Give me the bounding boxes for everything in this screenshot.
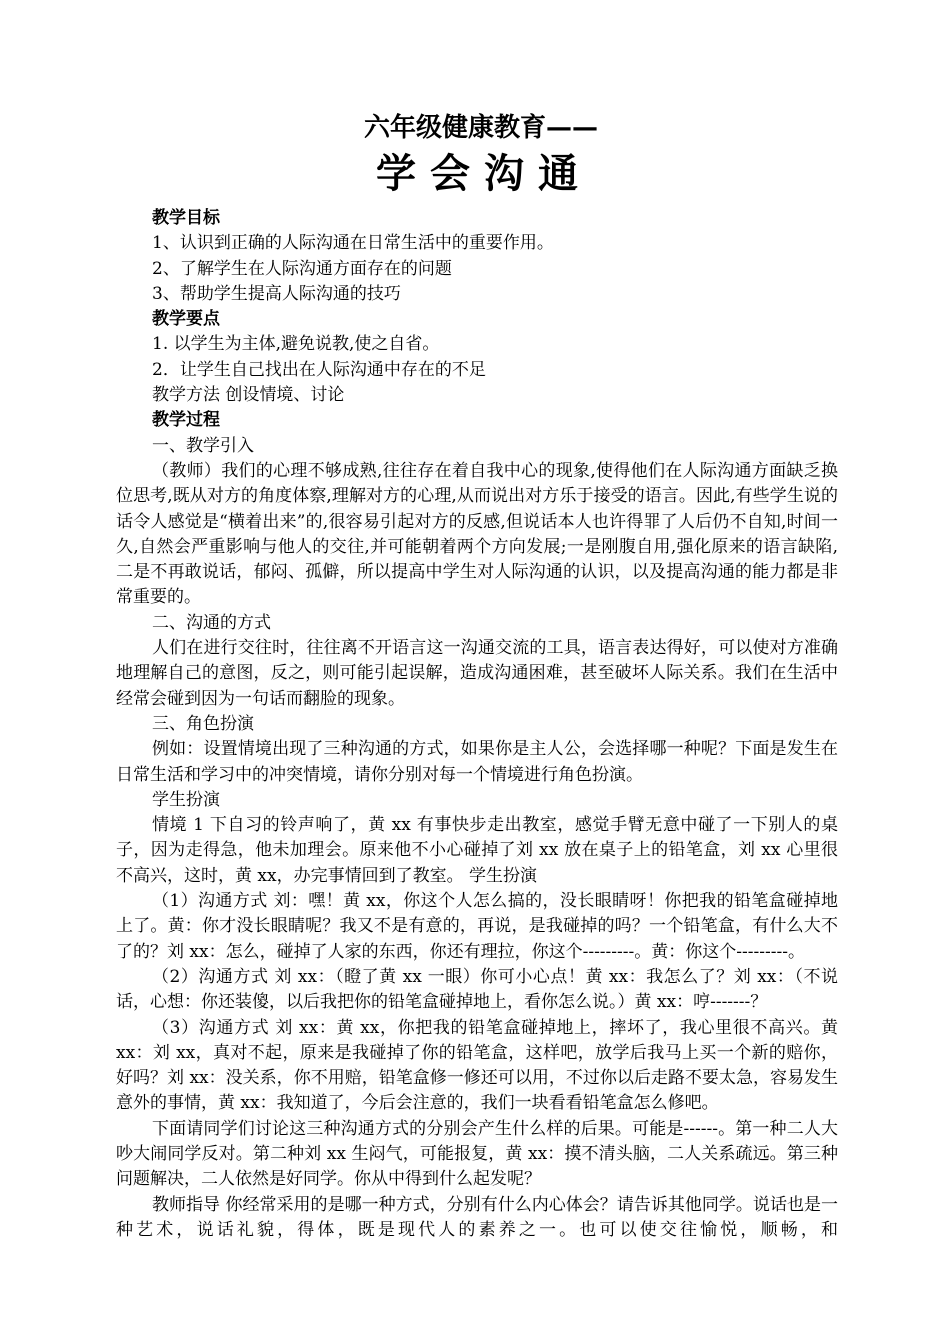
paragraph: 1. 以学生为主体,避免说教,使之自省。	[152, 334, 440, 355]
paragraph: 人们在进行交往时，往往离不开语言这一沟通交流的工具，语言表达得好，可以使对方准确地理解自己的意图，反之，则可能引起误解，造成沟通困难，甚至破坏人际关系。我们在生活中经常会碰到因为一句话而翻脸的现象。	[116, 638, 838, 709]
paragraph: （1）沟通方式 刘：嘿！黄 xx，你这个人怎么搞的，没长眼睛呀！你把我的铅笔盒碰掉地上了。黄：你才没长眼睛呢？我又不是有意的，再说，是我碰掉的吗？一个铅笔盒，有什么大不了的？刘 xx：怎么，碰掉了人家的东西，你还有理拉，你这个---------。黄：你这个---------。	[116, 891, 838, 962]
paragraph: 2．让学生自己找出在人际沟通中存在的不足	[152, 359, 486, 380]
page-subtitle: 学会沟通	[376, 151, 592, 197]
page-title: 六年级健康教育——	[363, 113, 598, 143]
document-body	[116, 110, 838, 1243]
paragraph: 学生扮演	[152, 789, 220, 810]
paragraph: （3）沟通方式 刘 xx：黄 xx，你把我的铅笔盒碰掉地上，摔坏了，我心里很不高兴。黄 xx：刘 xx，真对不起，原来是我碰掉了你的铅笔盒，这样吧，放学后我马上买一个新的赔你，好吗？刘 xx：没关系，你不用赔，铅笔盒修一修还可以用，不过你以后走路不要太急，容易发生意外的事情，黄 xx：我知道了，今后会注意的，我们一块看看铅笔盒怎么修吧。	[116, 1017, 838, 1114]
paragraph: 二、沟通的方式	[152, 612, 271, 633]
paragraph: （2）沟通方式 刘 xx：（瞪了黄 xx 一眼）你可小心点！黄 xx：我怎么了？刘 xx：（不说话，心想：你还装傻，以后我把你的铅笔盒碰掉地上，看你怎么说。）黄 xx：哼-------？	[116, 966, 838, 1013]
paragraph: 例如：设置情境出现了三种沟通的方式，如果你是主人公，会选择哪一种呢？下面是发生在日常生活和学习中的冲突情境，请你分别对每一个情境进行角色扮演。	[116, 739, 838, 785]
paragraph: 1、认识到正确的人际沟通在日常生活中的重要作用。	[152, 233, 554, 254]
section-heading: 教学要点	[152, 309, 220, 330]
paragraph: 三、角色扮演	[152, 713, 254, 734]
paragraph: 教学方法 创设情境、讨论	[152, 385, 345, 406]
paragraph: 3、帮助学生提高人际沟通的技巧	[152, 283, 401, 304]
paragraph: 2、了解学生在人际沟通方面存在的问题	[152, 258, 452, 279]
paragraph: 下面请同学们讨论这三种沟通方式的分别会产生什么样的后果。可能是------。第一种二人大吵大闹同学反对。第二种刘 xx 生闷气，可能报复，黄 xx：摸不清头脑，二人关系疏远。第三种问题解决，二人依然是好同学。你从中得到什么起发呢？	[116, 1118, 838, 1190]
paragraph: （教师）我们的心理不够成熟,往往存在着自我中心的现象,使得他们在人际沟通方面缺乏换位思考,既从对方的角度体察,理解对方的心理,从而说出对方乐于接受的语言。因此,有些学生说的话令人感觉是“横着出来”的,很容易引起对方的反感,但说话本人也许得罪了人后仍不自知,时间一久,自然会严重影响与他人的交往,并可能朝着两个方向发展;一是刚腹自用,强化原来的语言缺陷,二是不再敢说话，郁闷、孤僻，所以提高中学生对人际沟通的认识，以及提高沟通的能力都是非常重要的。	[116, 460, 838, 608]
paragraph: 一、教学引入	[152, 435, 254, 456]
section-heading: 教学过程	[152, 410, 220, 431]
section-heading: 教学目标	[152, 208, 220, 228]
paragraph: 教师指导 你经常采用的是哪一种方式，分别有什么内心体会？请告诉其他同学。说话也是一种艺术，说话礼貌，得体，既是现代人的素养之一。也可以使交往愉悦，顺畅，和	[116, 1194, 838, 1240]
paragraph: 情境 1 下自习的铃声响了，黄 xx 有事快步走出教室，感觉手臂无意中碰了一下别人的桌子，因为走得急，他未加理会。原来他不小心碰掉了刘 xx 放在桌子上的铅笔盒，刘 xx 心里很不高兴，这时，黄 xx，办完事情回到了教室。 学生扮演	[116, 815, 838, 886]
